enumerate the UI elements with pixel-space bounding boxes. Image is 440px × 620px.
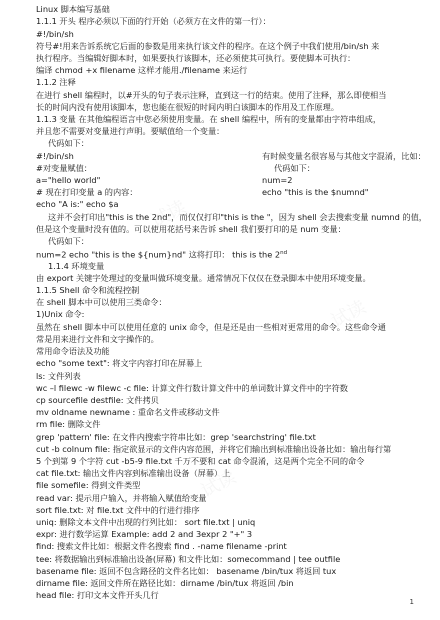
paragraph-line: 这并不会打印出"this is the 2nd"，而仅仅打印"this is the "，因为 shell 会去搜索变量 numnd 的值， (48, 212, 427, 222)
section-heading: 1)Unix 命令: (36, 309, 85, 319)
section-heading: 1.1.1 开头 程序必须以下面的行开始（必须方在文件的第一行）： (36, 16, 271, 26)
paragraph-line: 并且您不需要对变量进行声明。要赋值给一个变量： (36, 126, 225, 136)
command-line: wc –l filewc -w filewc -c file: 计算文件行数计算文件中的单词数计算文件中的字符数 (36, 383, 348, 393)
paragraph-line: 由 export 关键字处理过的变量叫做环境变量。通常情况下仅仅在登录脚本中使用环境变量。 (36, 273, 371, 283)
code-line: echo "A is:" echo $a (36, 199, 119, 209)
section-heading: 1.1.3 变量 在其他编程语言中您必须使用变量。在 shell 编程中，所有的变量都由字符串组成， (36, 114, 382, 124)
command-line: file somefile: 得到文件类型 (36, 480, 141, 490)
code-text: #!/bin/sh (36, 151, 74, 161)
paragraph-line: 执行程序。当编辑好脚本时，如果要执行该脚本，还必须使其可执行。要使脚本可执行： (36, 53, 356, 63)
command-line: cp sourcefile destfile: 文件拷贝 (36, 395, 159, 405)
superscript: nd (280, 250, 288, 256)
code-line (36, 248, 408, 261)
command-line: basename file: 返回不包含路径的文件名比如： basename /bin/tux 将返回 tux (36, 566, 337, 576)
section-heading: 1.1.2 注释 (36, 77, 76, 87)
right-col-text: num=2 (262, 175, 293, 185)
command-line: cat file.txt: 输出文件内容到标准输出设备（屏幕）上 (36, 468, 231, 478)
command-line: head file: 打印文本文件开头几行 (36, 590, 159, 600)
right-col-text: echo "this is the $numnd" (262, 187, 369, 197)
command-line: tee: 将数据输出到标准输出设备(屏幕) 和文件比如：somecommand | tee outfile (36, 554, 341, 564)
code-line (36, 151, 426, 162)
code-line (36, 175, 408, 186)
page-number: 1 (409, 598, 414, 606)
paragraph-line: 符号#!用来告诉系统它后面的参数是用来执行该文件的程序。在这个例子中我们使用/bin/sh 来 (36, 41, 380, 51)
right-col-text: 有时候变量名很容易与其他文字混淆，比如： (262, 151, 426, 161)
watermark: 试读 (197, 466, 240, 503)
command-line: expr: 进行数学运算 Example: add 2 and 3expr 2 "+" 3 (36, 529, 253, 539)
command-line: uniq: 删除文本文件中出现的行列比如： sort file.txt | uniq (36, 517, 256, 527)
watermark: 试读 (147, 196, 190, 233)
code-line: #!/bin/sh (36, 29, 74, 39)
section-heading: 1.1.4 环境变量 (48, 261, 105, 271)
code-text: # 现在打印变量 a 的内容： (36, 187, 138, 197)
code-text: #对变量赋值： (36, 163, 92, 173)
paragraph-line: 常用命令语法及功能 (36, 346, 110, 356)
section-heading: 1.1.5 Shell 命令和流程控制 (36, 285, 140, 295)
command-line: 5 个到第 9 个字符 cut -b5-9 file.txt 千万不要和 cat 命令混淆，这是两个完全不同的命令 (36, 456, 365, 466)
paragraph-line: 常是用来进行文件和文字操作的。 (36, 334, 159, 344)
paragraph-line: 但是这个变量时没有值的。可以使用花括号来告诉 shell 我们要打印的是 num 变量： (36, 224, 346, 234)
doc-title: Linux 脚本编写基础 (36, 4, 110, 14)
code-line (36, 187, 408, 198)
command-line: ls: 文件列表 (36, 371, 81, 381)
command-line: find: 搜索文件比如：根据文件名搜索 find . -name filename -print (36, 541, 287, 551)
command-line: cut -b colnum file: 指定欲显示的文件内容范围，并将它们输出到标准输出设备比如：输出每行第 (36, 444, 392, 454)
paragraph-line: 长的时间内没有使用该脚本，您也能在很短的时间内明白该脚本的作用及工作原理。 (36, 102, 339, 112)
command-line: grep 'pattern' file: 在文件内搜索字符串比如：grep 'searchstring' file.txt (36, 432, 316, 442)
code-label: 代码如下： (48, 236, 89, 246)
code-line (36, 163, 408, 174)
command-line: mv oldname newname : 重命名文件或移动文件 (36, 407, 220, 417)
right-col-text: 代码如下： (274, 163, 315, 173)
code-text: num=2 echo "this is the ${num}nd" 这将打印： this is the 2 (36, 249, 281, 260)
command-line: echo "some text": 将文字内容打印在屏幕上 (36, 358, 203, 368)
command-line: read var: 提示用户输入，并将输入赋值给变量 (36, 493, 207, 503)
command-line: rm file: 删除文件 (36, 419, 101, 429)
paragraph-line: 编译 chmod +x filename 这样才能用./filename 来运行 (36, 65, 248, 75)
paragraph-line: 在进行 shell 编程时，以#开头的句子表示注释，直到这一行的结束。使用了注释，那么即使相当 (36, 90, 387, 100)
command-line: sort file.txt: 对 file.txt 文件中的行进行排序 (36, 505, 200, 515)
paragraph-line: 虽然在 shell 脚本中可以使用任意的 unix 命令，但是还是由一些相对更常用的命令。这些命令通 (36, 322, 386, 332)
command-line: dirname file: 返回文件所在路径比如：dirname /bin/tux 将返回 /bin (36, 578, 294, 588)
code-label: 代码如下： (48, 138, 89, 148)
paragraph-line: 在 shell 脚本中可以使用三类命令： (36, 297, 167, 307)
watermark: 试读 (327, 296, 370, 333)
code-text: a="hello world" (36, 175, 101, 185)
